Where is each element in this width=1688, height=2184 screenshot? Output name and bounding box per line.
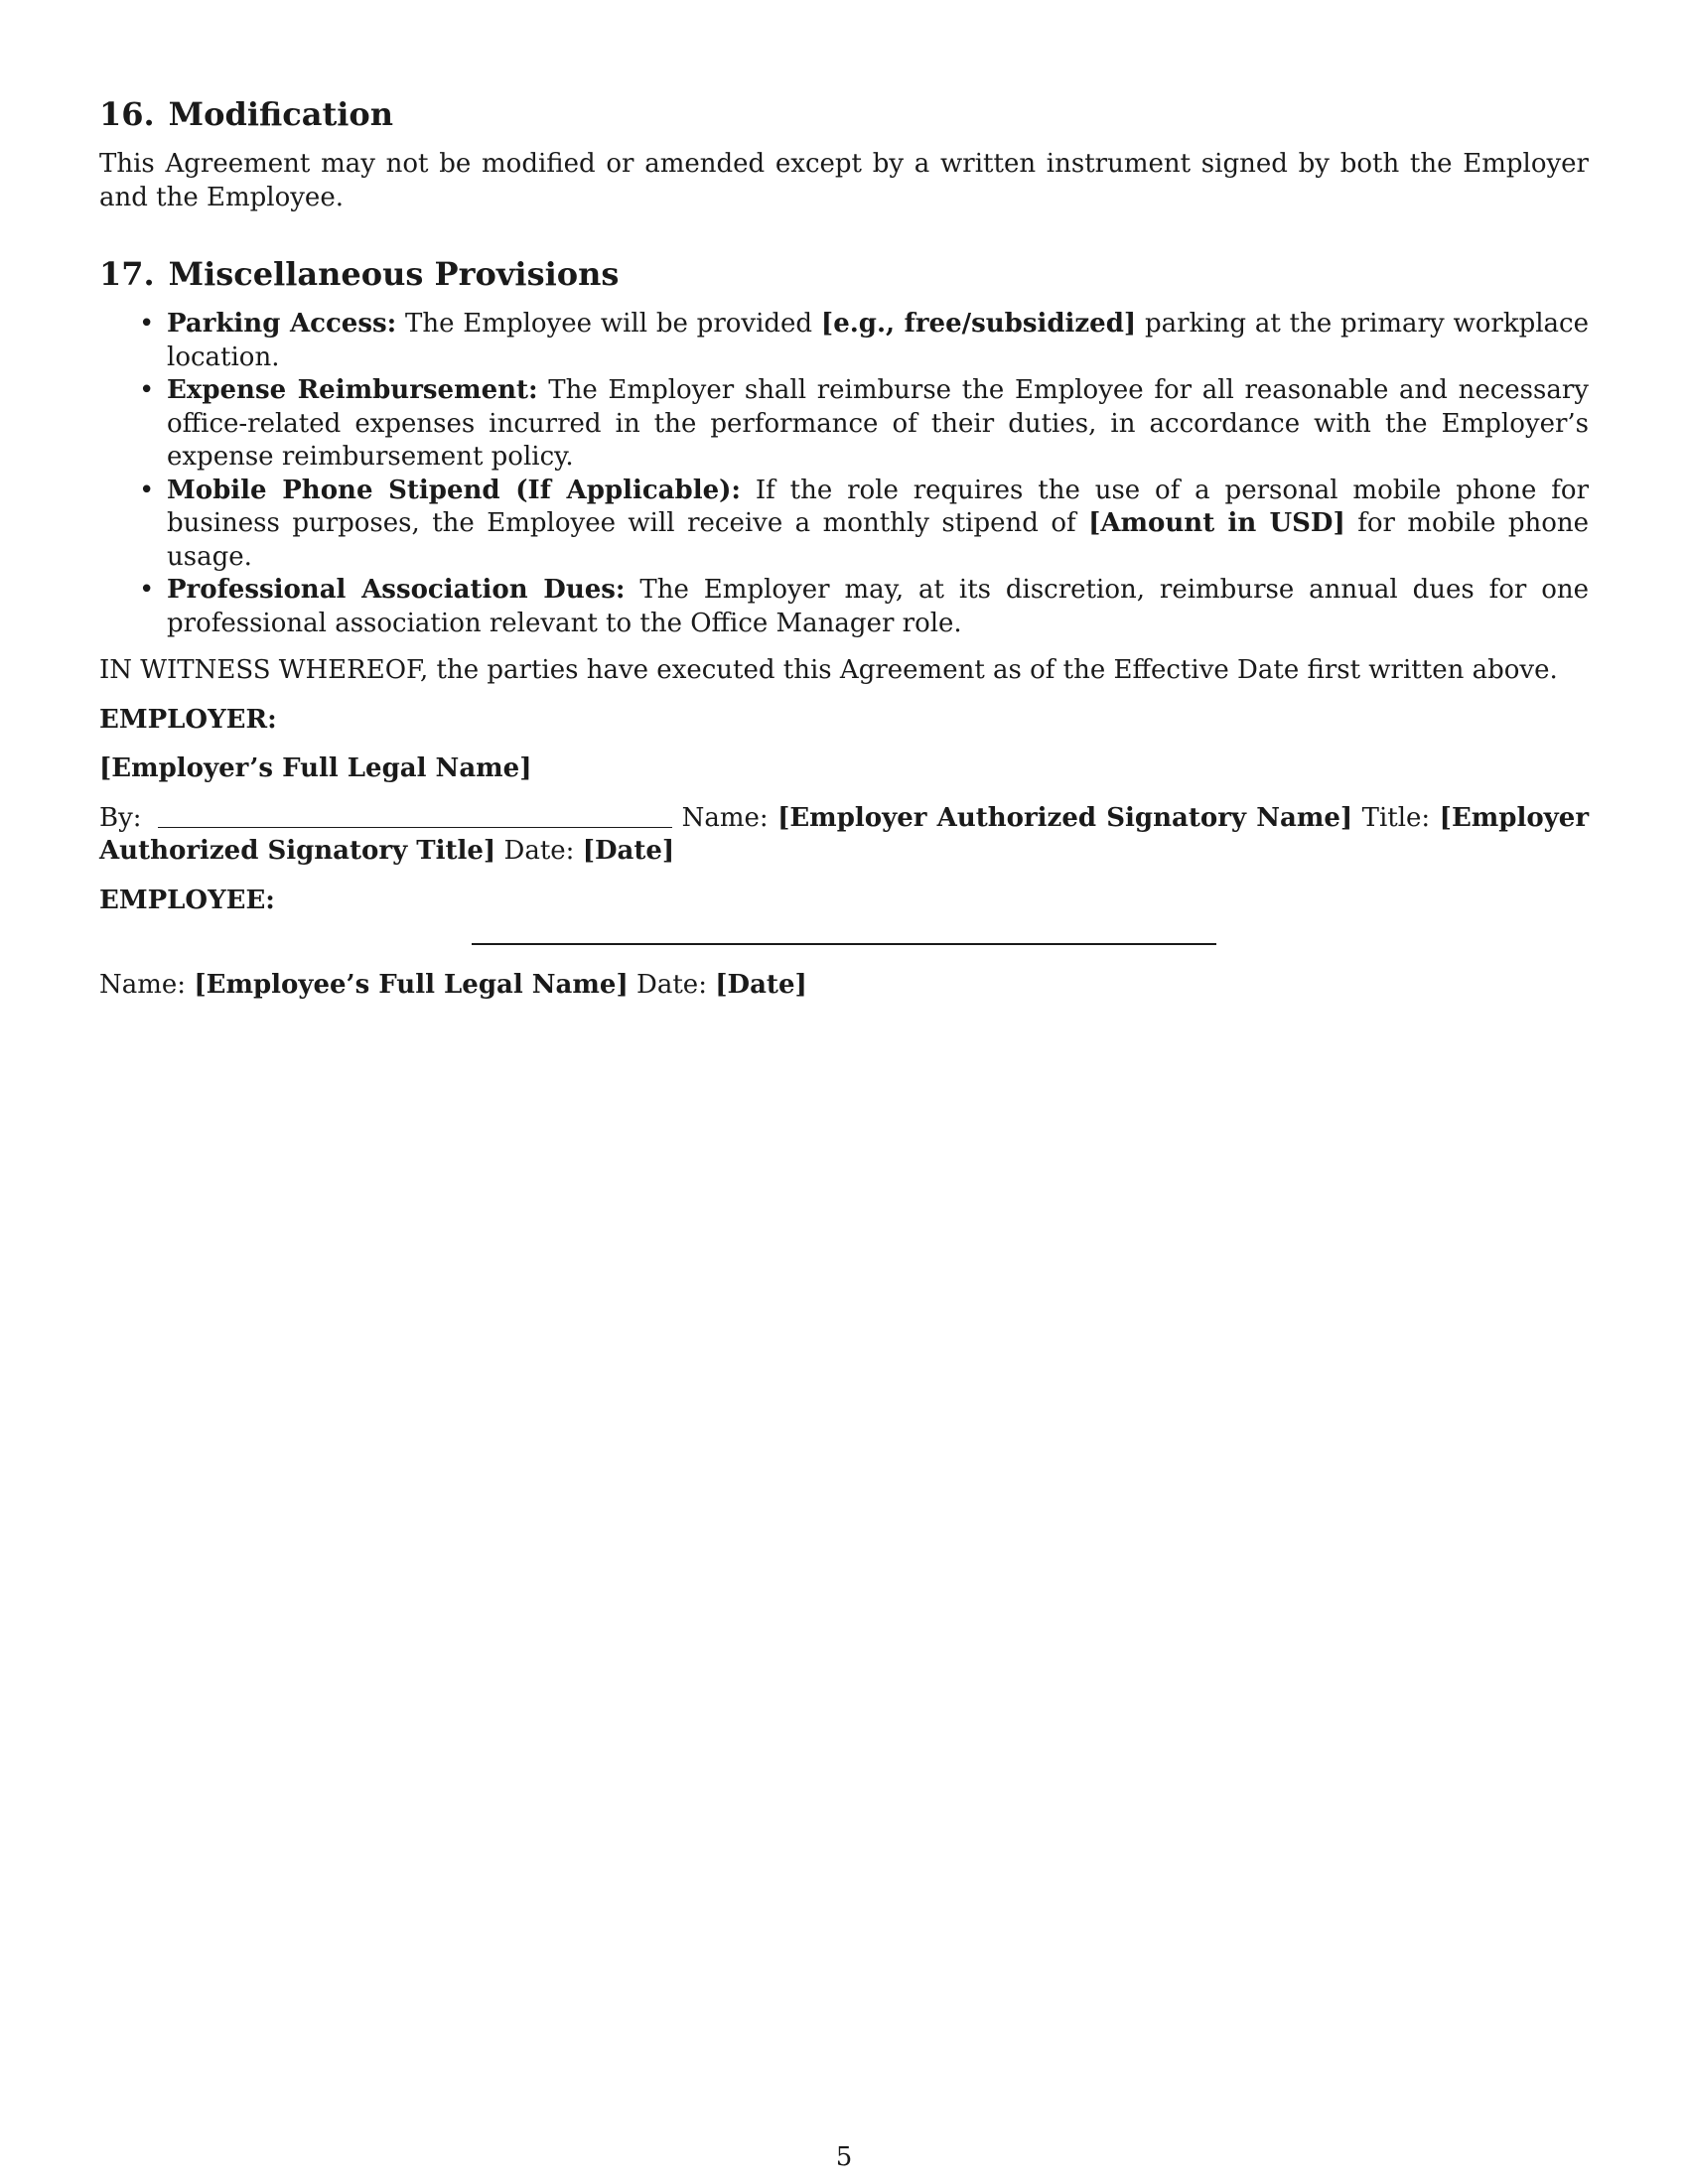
section-heading (99, 94, 1589, 134)
item-text: The Employee will be provided (396, 309, 821, 339)
signatory-name: [Employer Authorized Signatory Name] (777, 802, 1353, 833)
date-label: Date: (503, 836, 575, 866)
section-number: 17. (99, 255, 155, 293)
employee-heading: EMPLOYEE: (99, 885, 275, 915)
section-miscellaneous (99, 254, 1589, 640)
section-title: Miscellaneous Provisions (168, 255, 620, 293)
section-heading (99, 254, 1589, 294)
item-field: [e.g., free/subsidized] (820, 309, 1137, 339)
signatory-title: [Employer Authorized Signatory Title] (99, 802, 1590, 866)
item-label: Parking Access: (167, 309, 397, 339)
employer-signature-block (99, 802, 1589, 869)
page-number: 5 (835, 2142, 853, 2172)
date-label: Date: (636, 970, 707, 1000)
section-title: Modification (168, 95, 393, 133)
employer-heading: EMPLOYER: (99, 704, 277, 735)
document-page (99, 94, 1589, 1003)
list-item-association-dues (167, 574, 1589, 640)
list-item-mobile-stipend (167, 475, 1589, 575)
employee-date: [Date] (715, 970, 807, 1000)
item-label: Mobile Phone Stipend (If Applicable): (167, 475, 742, 505)
employer-signature-line[interactable] (158, 827, 672, 828)
employer-date: [Date] (582, 836, 675, 866)
item-text: If the role requires the use of a personal mobile phone for business purposes, the Employee will receive a monthly stipend of (167, 475, 1589, 538)
employer-legal-name: [Employer’s Full Legal Name] (99, 753, 532, 783)
name-label: Name: (99, 970, 187, 1000)
item-label: Expense Reimbursement: (167, 375, 538, 405)
item-field: [Amount in USD] (1088, 508, 1345, 538)
by-label: By: (99, 802, 142, 833)
section-number: 16. (99, 95, 155, 133)
item-text-end: for mobile phone usage. (167, 508, 1589, 572)
provisions-list (99, 308, 1589, 640)
item-text: The Employer may, at its discretion, reimburse annual dues for one professional association relevant to the Office Manager role. (167, 575, 1589, 638)
list-item-parking (167, 308, 1589, 374)
item-text: The Employer shall reimburse the Employee for all reasonable and necessary office-related expenses incurred in the performance of their duties, in accordance with the Employer’s expense reimbursement policy. (167, 375, 1589, 472)
name-label: Name: (681, 802, 769, 833)
list-item-expense (167, 374, 1589, 475)
employee-signature-block (99, 969, 1589, 1003)
section-body: This Agreement may not be modified or amended except by a written instrument signed by both the Employer and the Employee. (99, 149, 1589, 212)
item-text-end: parking at the primary workplace location. (167, 309, 1589, 372)
witness-clause: IN WITNESS WHEREOF, the parties have executed this Agreement as of the Effective Date first written above. (99, 655, 1558, 685)
employee-signature-line[interactable] (99, 917, 1589, 957)
item-label: Professional Association Dues: (167, 575, 626, 605)
section-modification (99, 94, 1589, 214)
employee-name: [Employee’s Full Legal Name] (194, 970, 629, 1000)
title-label: Title: (1361, 802, 1431, 833)
